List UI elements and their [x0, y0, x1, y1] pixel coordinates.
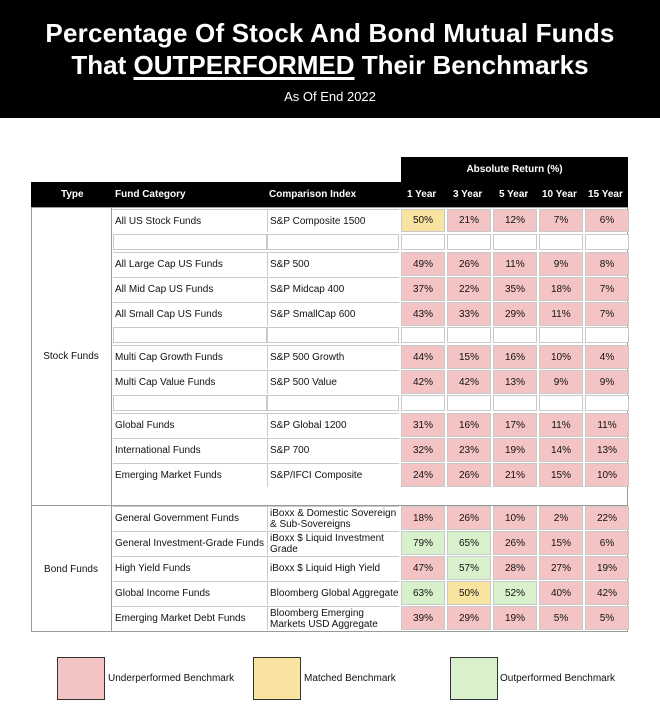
table-row: [31, 209, 628, 232]
return-value: 13%: [585, 438, 629, 462]
legend-swatch-match: [253, 657, 301, 700]
return-value: 42%: [585, 581, 629, 605]
return-value: 22%: [585, 506, 629, 530]
fund-category: Multi Cap Growth Funds: [113, 345, 267, 369]
table-row: [31, 345, 628, 369]
comparison-index: S&P 700: [267, 438, 399, 462]
column-header-row: [31, 182, 628, 207]
return-value: 52%: [493, 581, 537, 605]
comparison-index: iBoxx $ Liquid Investment Grade: [267, 531, 399, 555]
return-value: 23%: [447, 438, 491, 462]
spacer-cell: [539, 327, 583, 343]
return-value: 63%: [401, 581, 445, 605]
return-value: 79%: [401, 531, 445, 555]
return-value: 31%: [401, 413, 445, 437]
table-row: [31, 413, 628, 437]
return-value: 15%: [539, 463, 583, 487]
fund-category: Multi Cap Value Funds: [113, 370, 267, 394]
title-banner: [0, 0, 660, 118]
return-value: 11%: [585, 413, 629, 437]
return-value: 50%: [447, 581, 491, 605]
return-value: 16%: [493, 345, 537, 369]
spacer-cell: [585, 234, 629, 250]
col-category: Fund Category: [115, 189, 186, 200]
return-value: 6%: [585, 531, 629, 555]
return-value: 19%: [585, 556, 629, 580]
spacer-cell: [401, 234, 445, 250]
fund-category: Global Funds: [113, 413, 267, 437]
table-row: [31, 438, 628, 462]
return-value: 11%: [539, 413, 583, 437]
table-row: [31, 463, 628, 487]
fund-category: High Yield Funds: [113, 556, 267, 580]
return-value: 6%: [585, 209, 629, 232]
spacer-row: [31, 327, 628, 343]
return-value: 65%: [447, 531, 491, 555]
return-value: 28%: [493, 556, 537, 580]
legend-swatch-out: [450, 657, 498, 700]
return-value: 4%: [585, 345, 629, 369]
return-value: 29%: [493, 302, 537, 326]
col-10-year: 10 Year: [542, 189, 577, 200]
legend-label-out: Outperformed Benchmark: [500, 673, 616, 684]
return-value: 50%: [401, 209, 445, 232]
title-line-2: [0, 50, 660, 81]
return-value: 15%: [539, 531, 583, 555]
spacer-cell: [585, 395, 629, 411]
return-value: 18%: [539, 277, 583, 301]
return-value: 10%: [539, 345, 583, 369]
fund-category: All US Stock Funds: [113, 209, 267, 232]
spacer-cell: [113, 327, 267, 343]
return-value: 26%: [493, 531, 537, 555]
spacer-cell: [493, 395, 537, 411]
fund-category: General Investment-Grade Funds: [113, 531, 267, 555]
spacer-cell: [447, 234, 491, 250]
fund-category: All Small Cap US Funds: [113, 302, 267, 326]
return-value: 9%: [539, 252, 583, 276]
fund-category: Emerging Market Debt Funds: [113, 606, 267, 630]
title-emphasis: OUTPERFORMED: [133, 50, 355, 80]
table-row: [31, 277, 628, 301]
return-value: 18%: [401, 506, 445, 530]
return-value: 10%: [585, 463, 629, 487]
return-value: 29%: [447, 606, 491, 630]
return-value: 33%: [447, 302, 491, 326]
return-value: 15%: [447, 345, 491, 369]
legend-swatch-under: [57, 657, 105, 700]
return-value: 12%: [493, 209, 537, 232]
table-row: [31, 302, 628, 326]
return-value: 43%: [401, 302, 445, 326]
comparison-index: Bloomberg Global Aggregate: [267, 581, 399, 605]
comparison-index: S&P 500 Growth: [267, 345, 399, 369]
comparison-index: S&P SmallCap 600: [267, 302, 399, 326]
return-value: 16%: [447, 413, 491, 437]
spacer-cell: [401, 395, 445, 411]
return-value: 37%: [401, 277, 445, 301]
comparison-index: iBoxx & Domestic Sovereign & Sub-Sovereigns: [267, 506, 399, 530]
return-value: 42%: [401, 370, 445, 394]
return-value: 24%: [401, 463, 445, 487]
return-value: 19%: [493, 438, 537, 462]
title-line-2-post: Their Benchmarks: [354, 50, 589, 80]
table-row: [31, 252, 628, 276]
return-value: 49%: [401, 252, 445, 276]
grid-line: [31, 631, 628, 632]
spacer-cell: [493, 327, 537, 343]
results-table: [31, 207, 628, 632]
title-line-2-pre: That: [71, 50, 134, 80]
return-value: 7%: [539, 209, 583, 232]
fund-category: All Mid Cap US Funds: [113, 277, 267, 301]
title-line-1: Percentage Of Stock And Bond Mutual Funds: [45, 18, 615, 48]
col-1-year: 1 Year: [407, 189, 437, 200]
return-value: 21%: [447, 209, 491, 232]
return-value: 22%: [447, 277, 491, 301]
spacer-cell: [401, 327, 445, 343]
return-value: 2%: [539, 506, 583, 530]
subtitle: As Of End 2022: [284, 89, 376, 104]
return-value: 11%: [493, 252, 537, 276]
return-value: 27%: [539, 556, 583, 580]
absolute-return-header: Absolute Return (%): [401, 157, 628, 182]
return-value: 14%: [539, 438, 583, 462]
return-value: 40%: [539, 581, 583, 605]
return-value: 26%: [447, 506, 491, 530]
return-value: 10%: [493, 506, 537, 530]
return-value: 21%: [493, 463, 537, 487]
spacer-cell: [113, 395, 267, 411]
group-stock-funds: Stock Funds: [43, 350, 99, 362]
return-value: 11%: [539, 302, 583, 326]
return-value: 5%: [585, 606, 629, 630]
table-row: [31, 370, 628, 394]
return-value: 7%: [585, 277, 629, 301]
spacer-cell: [447, 395, 491, 411]
spacer-cell: [585, 327, 629, 343]
return-value: 9%: [539, 370, 583, 394]
comparison-index: S&P 500: [267, 252, 399, 276]
spacer-cell: [267, 327, 399, 343]
comparison-index: S&P Global 1200: [267, 413, 399, 437]
spacer-cell: [539, 395, 583, 411]
return-value: 26%: [447, 463, 491, 487]
fund-category: Global Income Funds: [113, 581, 267, 605]
return-value: 9%: [585, 370, 629, 394]
legend-label-match: Matched Benchmark: [304, 673, 396, 684]
group-bond-funds: Bond Funds: [44, 563, 98, 575]
spacer-row: [31, 234, 628, 250]
fund-category: International Funds: [113, 438, 267, 462]
spacer-cell: [539, 234, 583, 250]
return-value: 35%: [493, 277, 537, 301]
comparison-index: Bloomberg Emerging Markets USD Aggregate: [267, 606, 399, 630]
comparison-index: iBoxx $ Liquid High Yield: [267, 556, 399, 580]
spacer-cell: [113, 234, 267, 250]
comparison-index: S&P 500 Value: [267, 370, 399, 394]
table-row: [31, 556, 628, 580]
return-value: 17%: [493, 413, 537, 437]
spacer-row: [31, 395, 628, 411]
comparison-index: S&P Midcap 400: [267, 277, 399, 301]
return-value: 8%: [585, 252, 629, 276]
return-value: 42%: [447, 370, 491, 394]
return-value: 26%: [447, 252, 491, 276]
return-value: 47%: [401, 556, 445, 580]
col-15-year: 15 Year: [588, 189, 623, 200]
return-value: 39%: [401, 606, 445, 630]
fund-category: Emerging Market Funds: [113, 463, 267, 487]
return-value: 32%: [401, 438, 445, 462]
col-index: Comparison Index: [269, 189, 357, 200]
grid-line: [31, 207, 628, 208]
comparison-index: S&P/IFCI Composite: [267, 463, 399, 487]
return-value: 19%: [493, 606, 537, 630]
return-value: 5%: [539, 606, 583, 630]
return-value: 57%: [447, 556, 491, 580]
spacer-cell: [267, 395, 399, 411]
spacer-cell: [493, 234, 537, 250]
table-row: [31, 531, 628, 555]
return-value: 44%: [401, 345, 445, 369]
return-value: 13%: [493, 370, 537, 394]
spacer-cell: [267, 234, 399, 250]
table-row: [31, 506, 628, 530]
table-row: [31, 606, 628, 630]
fund-category: General Government Funds: [113, 506, 267, 530]
comparison-index: S&P Composite 1500: [267, 209, 399, 232]
spacer-cell: [447, 327, 491, 343]
legend-label-under: Underperformed Benchmark: [108, 673, 235, 684]
col-type: Type: [61, 189, 84, 200]
col-3-year: 3 Year: [453, 189, 483, 200]
return-value: 7%: [585, 302, 629, 326]
col-5-year: 5 Year: [499, 189, 529, 200]
table-row: [31, 581, 628, 605]
fund-category: All Large Cap US Funds: [113, 252, 267, 276]
